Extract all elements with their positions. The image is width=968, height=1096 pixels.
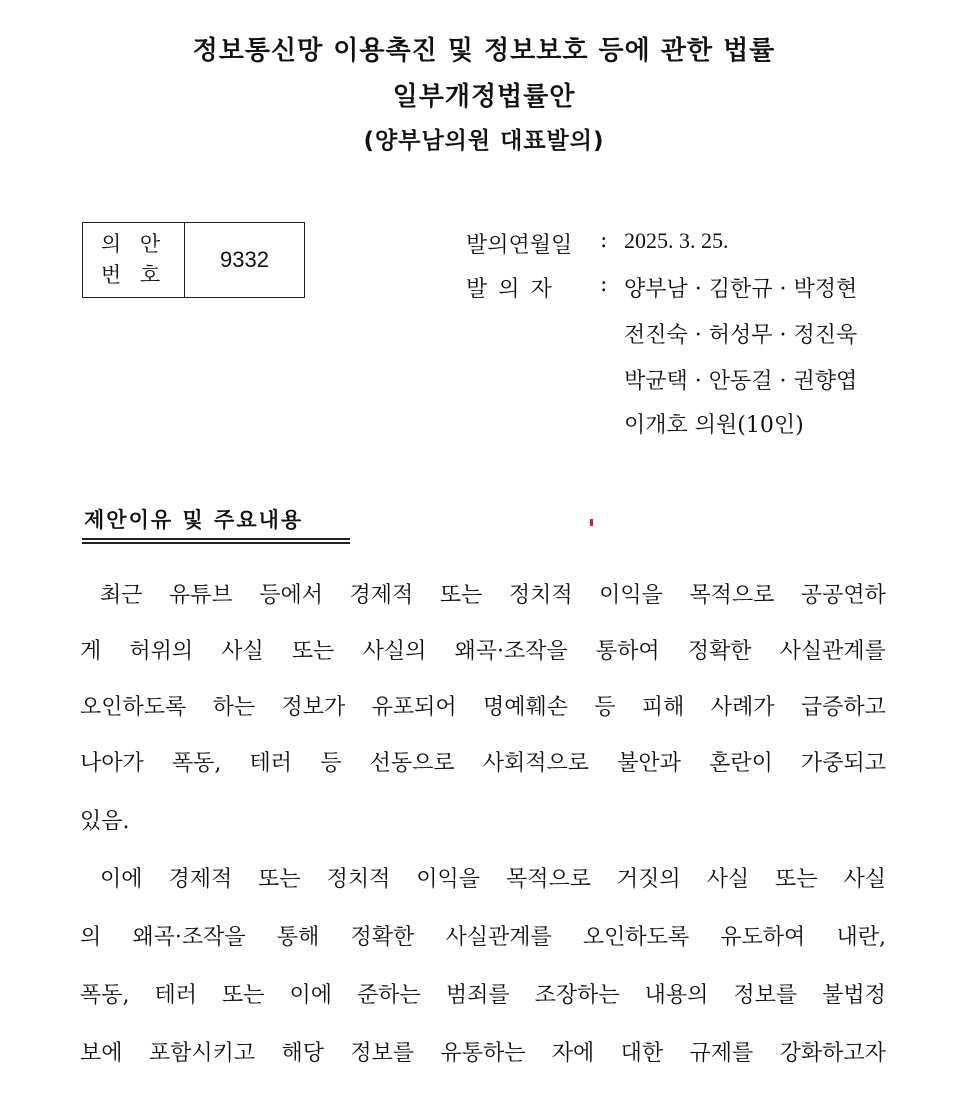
body-word: 정보를 bbox=[350, 1041, 415, 1066]
body-word: 내용의 bbox=[644, 983, 709, 1008]
body-word: 포함시키고 bbox=[148, 1041, 256, 1066]
body-word: 게 bbox=[80, 639, 102, 664]
bill-number-label-line1: 의 안 bbox=[100, 232, 167, 256]
body-line-2 bbox=[80, 634, 886, 665]
body-word: 사실의 bbox=[362, 639, 427, 664]
body-word: 명예훼손 bbox=[482, 695, 568, 720]
body-word: 오인하도록 bbox=[582, 925, 690, 950]
body-word: 유도하여 bbox=[720, 925, 806, 950]
body-word: 유튜브 bbox=[169, 583, 233, 608]
document-title: 정보통신망 이용촉진 및 정보보호 등에 관한 법률 bbox=[192, 36, 776, 66]
body-word: 통해 bbox=[276, 925, 320, 950]
body-word: 이익을 bbox=[416, 867, 481, 892]
body-word: 선동으로 bbox=[369, 751, 455, 776]
body-word: 나아가 bbox=[80, 751, 144, 776]
body-word: 등에서 bbox=[259, 583, 324, 608]
body-word: 내란, bbox=[836, 925, 886, 950]
body-word: 통하여 bbox=[595, 639, 660, 664]
body-word: 피해 bbox=[641, 695, 685, 720]
body-word: 폭동, bbox=[171, 751, 222, 776]
proposer-line-2: 전진숙 · 허성무 · 정진욱 bbox=[624, 323, 858, 348]
date-label: 발의연월일 bbox=[466, 233, 573, 258]
body-word: 자에 bbox=[551, 1041, 595, 1066]
proposer-label: 발 의 자 bbox=[466, 277, 554, 302]
body-word: 유포되어 bbox=[371, 695, 457, 720]
body-word: 사실관계를 bbox=[445, 925, 552, 950]
body-word: 또는 bbox=[439, 583, 483, 608]
body-word: 불안과 bbox=[617, 751, 681, 776]
bill-number-label bbox=[83, 223, 185, 297]
body-word: 조장하는 bbox=[534, 983, 620, 1008]
body-word: 강화하고자 bbox=[779, 1041, 886, 1066]
body-word: 폭동, bbox=[80, 983, 130, 1008]
body-word: 또는 bbox=[291, 639, 335, 664]
body-word: 규제를 bbox=[689, 1041, 754, 1066]
date-value: 2025. 3. 25. bbox=[624, 228, 729, 253]
body-word: 왜곡·조작을 bbox=[132, 925, 246, 950]
proposer-line-3: 박균택 · 안동걸 · 권향엽 bbox=[624, 369, 858, 394]
body-word: 왜곡·조작을 bbox=[454, 639, 568, 664]
body-word: 또는 bbox=[258, 867, 301, 892]
body-word: 유통하는 bbox=[440, 1041, 526, 1066]
body-word: 공공연하 bbox=[800, 583, 886, 608]
body-word: 해당 bbox=[281, 1041, 324, 1066]
sponsor-note: (양부남의원 대표발의) bbox=[363, 128, 605, 154]
body-line-4 bbox=[80, 746, 886, 777]
heading-underline-double bbox=[82, 542, 350, 544]
heading-underline bbox=[82, 538, 350, 540]
body-line-9 bbox=[80, 1036, 886, 1067]
body-word: 사실 bbox=[221, 639, 264, 664]
body-word: 준하는 bbox=[357, 983, 421, 1008]
proposer-line-1: 양부남 · 김한규 · 박정현 bbox=[624, 277, 858, 302]
body-line-6 bbox=[100, 862, 886, 893]
body-line-3 bbox=[80, 690, 886, 721]
body-word: 사실 bbox=[843, 867, 886, 892]
bill-number-box bbox=[82, 222, 305, 298]
body-word: 경제적 bbox=[349, 583, 414, 608]
body-word: 등 bbox=[594, 695, 616, 720]
body-word: 목적으로 bbox=[689, 583, 775, 608]
body-word: 또는 bbox=[222, 983, 265, 1008]
body-word: 대한 bbox=[620, 1041, 664, 1066]
body-word: 등 bbox=[320, 751, 342, 776]
body-word: 테러 bbox=[249, 751, 293, 776]
body-word: 또는 bbox=[775, 867, 818, 892]
body-word: 정확한 bbox=[350, 925, 415, 950]
body-word: 혼란이 bbox=[709, 751, 773, 776]
proposer-colon: : bbox=[600, 272, 608, 297]
proposer-line-4: 이개호 의원(10인) bbox=[624, 413, 804, 438]
body-word: 사실관계를 bbox=[779, 639, 886, 664]
body-word: 정확한 bbox=[687, 639, 752, 664]
date-colon: : bbox=[600, 228, 608, 253]
body-word: 정보를 bbox=[733, 983, 798, 1008]
body-word: 의 bbox=[80, 925, 102, 950]
body-line-8 bbox=[80, 978, 886, 1009]
body-line-7 bbox=[80, 920, 886, 951]
body-word: 이에 bbox=[289, 983, 333, 1008]
body-word: 최근 bbox=[100, 583, 143, 608]
body-word: 허위의 bbox=[129, 639, 194, 664]
body-word: 오인하도록 bbox=[80, 695, 187, 720]
red-tick-mark bbox=[590, 519, 593, 526]
body-word: 테러 bbox=[154, 983, 198, 1008]
body-word: 정치적 bbox=[326, 867, 391, 892]
body-word: 이에 bbox=[100, 867, 143, 892]
body-word: 경제적 bbox=[168, 867, 233, 892]
body-line-1 bbox=[100, 578, 886, 609]
body-word: 보에 bbox=[80, 1041, 123, 1066]
body-word: 사례가 bbox=[710, 695, 775, 720]
body-word: 사회적으로 bbox=[482, 751, 590, 776]
body-word: 사실 bbox=[706, 867, 750, 892]
body-word: 하는 bbox=[212, 695, 256, 720]
body-line-5: 있음. bbox=[80, 809, 130, 834]
body-word: 거짓의 bbox=[616, 867, 681, 892]
body-word: 불법정 bbox=[822, 983, 886, 1008]
body-word: 정보가 bbox=[281, 695, 346, 720]
body-word: 목적으로 bbox=[505, 867, 591, 892]
section-heading: 제안이유 및 주요내용 bbox=[84, 508, 304, 532]
bill-number-value: 9332 bbox=[220, 247, 269, 272]
body-word: 가중되고 bbox=[800, 751, 886, 776]
body-word: 이익을 bbox=[599, 583, 663, 608]
body-word: 급증하고 bbox=[800, 695, 886, 720]
body-word: 범죄를 bbox=[445, 983, 510, 1008]
document-subtitle: 일부개정법률안 bbox=[392, 82, 576, 112]
bill-number-label-line2: 번 호 bbox=[100, 263, 167, 287]
body-word: 정치적 bbox=[508, 583, 573, 608]
